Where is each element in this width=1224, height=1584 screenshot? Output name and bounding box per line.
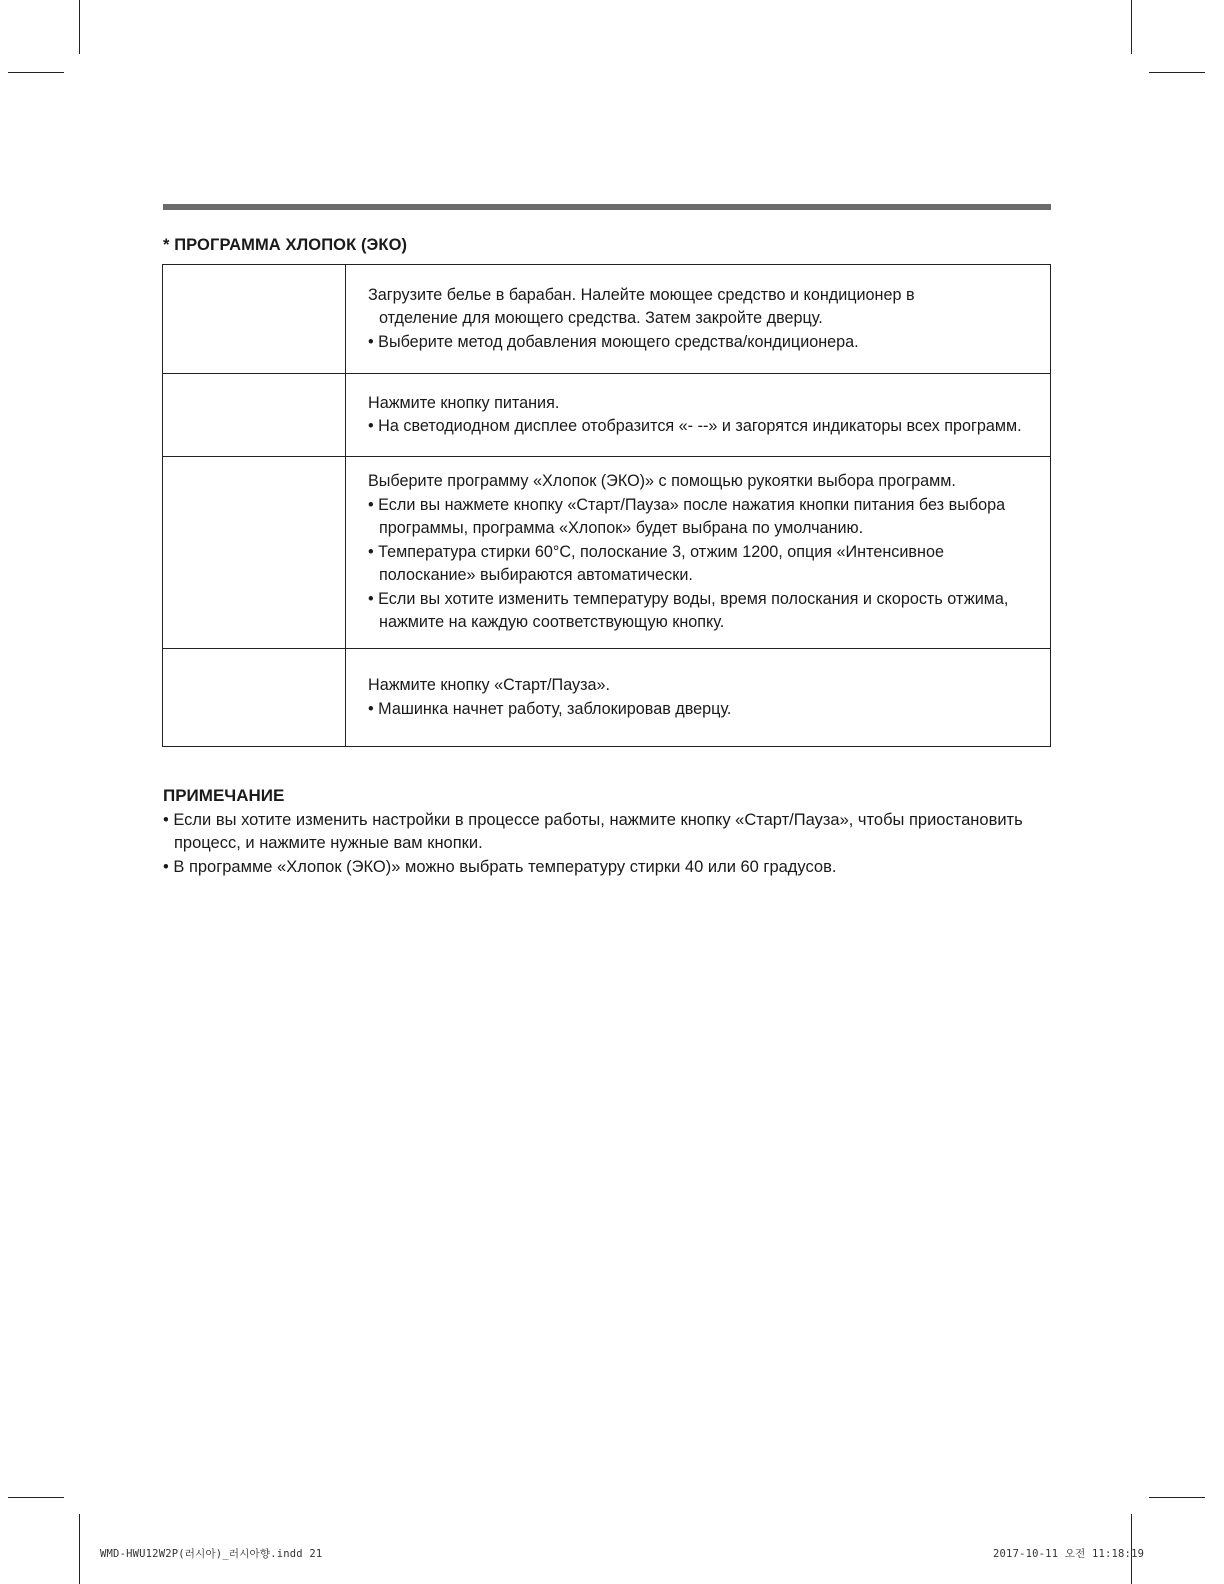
section-title: * ПРОГРАММА ХЛОПОК (ЭКО) [163, 236, 408, 254]
table-row [163, 649, 1051, 747]
step-icon-cell [163, 457, 346, 649]
footer-timestamp: 2017-10-11 오전 11:18:19 [993, 1548, 1145, 1560]
table-row [163, 457, 1051, 649]
step-bullet: • Если вы нажмете кнопку «Старт/Пауза» после нажатия кнопки питания без выбора программы, программа «Хлопок» будет выбрана по умолчанию. [368, 495, 1006, 538]
note-item: • Если вы хотите изменить настройки в процессе работы, нажмите кнопку «Старт/Пауза», чтобы приостановить процесс, и нажмите нужные вам кнопки. [163, 810, 1023, 852]
step-icon-cell [163, 374, 346, 457]
crop-mark [1149, 72, 1205, 73]
step-text-cell [346, 265, 1051, 374]
crop-mark [8, 72, 64, 73]
crop-mark [8, 1497, 64, 1498]
step-icon-cell [163, 649, 346, 747]
step-bullet: • Машинка начнет работу, заблокировав дверцу. [368, 699, 732, 718]
step-lead: Нажмите кнопку питания. [368, 393, 560, 412]
step-text-cell [346, 457, 1051, 649]
table-row [163, 374, 1051, 457]
step-icon-cell [163, 265, 346, 374]
step-lead: Нажмите кнопку «Старт/Пауза». [368, 676, 611, 694]
step-bullet: • Температура стирки 60°С, полоскание 3, отжим 1200, опция «Интенсивное полоскание» выбираются автоматически. [368, 542, 944, 585]
header-rule [163, 204, 1051, 210]
step-lead: Загрузите белье в барабан. Налейте моющее средство и кондиционер в [368, 285, 915, 304]
note-item: • В программе «Хлопок (ЭКО)» можно выбрать температуру стирки 40 или 60 градусов. [163, 857, 837, 876]
note-section [163, 784, 1043, 879]
step-text-cell [346, 649, 1051, 747]
footer-filename: WMD-HWU12W2P(러시아)_러시아향.indd 21 [100, 1548, 323, 1560]
step-text-cell [346, 374, 1051, 457]
crop-mark [1149, 1497, 1205, 1498]
step-bullet: • Если вы хотите изменить температуру воды, время полоскания и скорость отжима, нажмите на каждую соответствующую кнопку. [368, 589, 1009, 632]
crop-mark [79, 0, 80, 54]
step-line: отделение для моющего средства. Затем закройте дверцу. [379, 309, 823, 328]
table-row [163, 265, 1051, 374]
steps-table [162, 264, 1051, 747]
crop-mark [1131, 0, 1132, 54]
step-bullet: • Выберите метод добавления моющего средства/кондиционера. [368, 332, 859, 351]
step-bullet: • На светодиодном дисплее отобразится «- --» и загорятся индикаторы всех программ. [368, 417, 1022, 435]
note-title: ПРИМЕЧАНИЕ [163, 786, 285, 805]
step-lead: Выберите программу «Хлопок (ЭКО)» с помощью рукоятки выбора программ. [368, 472, 956, 491]
crop-mark [79, 1514, 80, 1584]
